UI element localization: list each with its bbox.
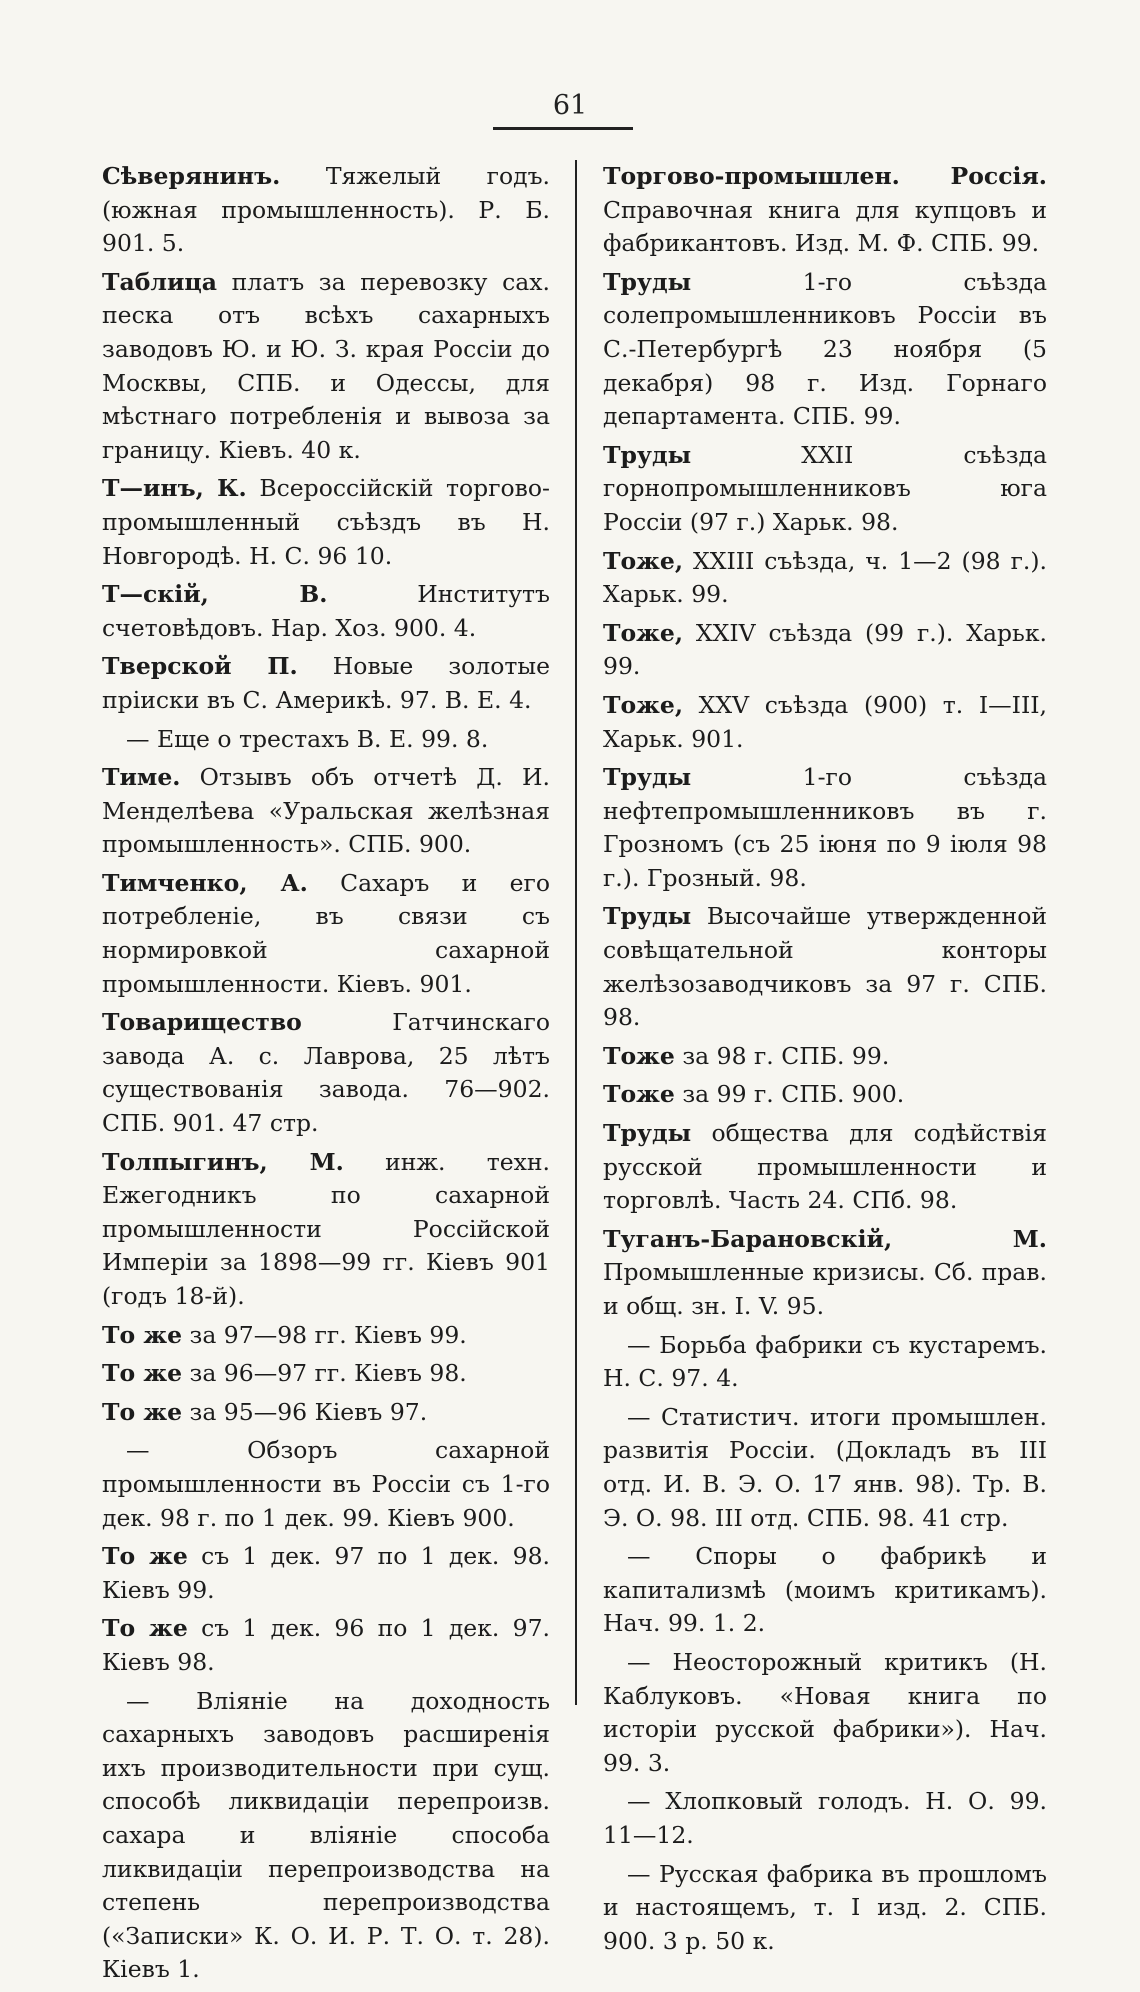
entry-heading: Сѣверянинъ. [102,162,281,190]
entry-heading: То же [102,1397,183,1426]
entry-text: — Вліяніе на доходность сахарныхъ заводовъ расширенія ихъ производительности при сущ. способѣ ликвидаціи перепроизв. сахара и вліяніе способа ликвидаціи перепроизводства на степень перепроизводства («Записки» К. О. И. Р. Т. О. т. 28). Кіевъ 1. [102,1686,550,1984]
entry-text: Отзывъ объ отчетѣ Д. И. Менделѣева «Уральская желѣзная промышленность». СПБ. 900. [102,763,550,859]
entry-text: — Борьба фабрики съ кустаремъ. Н. С. 97. 4. [603,1330,1047,1393]
entry-text: Высочайше утвержденной совѣщательной конторы желѣзозаводчиковъ за 97 г. СПБ. 98. [603,902,1047,1032]
entry-text: 1-го съѣзда солепромышленниковъ Россіи въ С.-Петербургѣ 23 ноября (5 декабря) 98 г. Изд. Горнаго департамента. СПБ. 99. [603,267,1047,431]
header-rule [493,127,633,130]
bibliography-entry [603,545,1047,612]
bibliography-entry [603,1078,1047,1112]
bibliography-entry [102,1540,550,1607]
bibliography-entry [603,439,1047,540]
entry-heading: Труды [603,440,692,469]
bibliography-entry [603,1540,1047,1641]
entry-text: Промышленные кризисы. Сб. прав. и общ. зн. I. V. 95. [603,1258,1047,1320]
entry-heading: Туганъ-Барановскій, М. [603,1224,1047,1253]
entry-heading: Т—скій, В. [102,580,328,609]
entry-text: за 98 г. СПБ. 99. [674,1041,890,1070]
bibliography-entry [102,723,550,757]
entry-text: Тяжелый годъ. (южная промышленность). Р. Б. 901. 5. [102,162,550,258]
bibliography-entry [603,1329,1047,1396]
entry-text: Справочная книга для купцовъ и фабрикантовъ. Изд. М. Ф. СПБ. 99. [603,195,1047,258]
bibliography-entry [102,867,550,1001]
bibliography-entry [603,1223,1047,1324]
entry-heading: Тоже [603,1041,675,1070]
entry-heading: Тоже, [603,690,684,719]
entry-heading: Товарищество [102,1008,302,1037]
bibliography-entry [603,1117,1047,1218]
bibliography-entry [102,266,550,468]
entry-text: Всероссійскій торгово-промышленный съѣздъ въ Н. Новгородѣ. Н. С. 96 10. [102,474,550,570]
entry-text: 1-го съѣзда нефтепромышленниковъ въ г. Грозномъ (съ 25 іюня по 9 іюля 98 г.). Грозный. 98. [603,763,1047,892]
entry-heading: Тоже, [603,618,684,647]
entry-text: съ 1 дек. 97 по 1 дек. 98. Кіевъ 99. [102,1542,550,1604]
bibliography-entry [603,1858,1047,1959]
entry-text: за 97—98 гг. Кіевъ 99. [182,1320,467,1349]
bibliography-entry [102,1146,550,1314]
entry-heading: То же [102,1614,188,1643]
left-column [102,160,550,1992]
entry-heading: Тиме. [102,763,181,792]
entry-heading: Тверской П. [102,652,298,681]
entry-heading: Труды [603,902,692,931]
bibliography-entry [603,1646,1047,1780]
bibliography-entry [603,1040,1047,1074]
entry-heading: То же [102,1359,183,1388]
entry-text: общества для содѣйствія русской промышленности и торговлѣ. Часть 24. СПб. 98. [603,1119,1047,1215]
bibliography-entry [603,160,1047,261]
column-divider [575,160,577,1705]
bibliography-entry [102,1396,550,1430]
entry-heading: Тимченко, А. [102,868,308,897]
bibliography-entry [102,472,550,573]
entry-text: XXV съѣзда (900) т. I—III, Харьк. 901. [603,690,1047,753]
bibliography-entry [102,650,550,717]
entry-heading: Труды [603,763,692,792]
entry-text: — Русская фабрика въ прошломъ и настоящемъ, т. I изд. 2. СПБ. 900. 3 р. 50 к. [603,1859,1047,1955]
entry-text: — Еще о трестахъ В. Е. 99. 8. [126,724,489,753]
bibliography-entry [603,266,1047,434]
bibliography-entry [102,761,550,862]
entry-text: — Обзоръ сахарной промышленности въ Россіи съ 1-го дек. 98 г. по 1 дек. 99. Кіевъ 900. [102,1436,550,1532]
bibliography-entry [102,1685,550,1987]
entry-text: Сахаръ и его потребленіе, въ связи съ нормировкой сахарной промышленности. Кіевъ. 901. [102,868,550,998]
entry-text: съ 1 дек. 96 по 1 дек. 97. Кіевъ 98. [102,1614,550,1676]
entry-text: платъ за перевозку сах. песка отъ всѣхъ сахарныхъ заводовъ Ю. и Ю. З. края Россіи до Москвы, СПБ. и Одессы, для мѣстнаго потребленія и вывоза за границу. Кіевъ. 40 к. [102,267,550,464]
entry-text: Институтъ счетовѣдовъ. Нар. Хоз. 900. 4. [102,580,551,642]
entry-text: за 95—96 Кіевъ 97. [182,1397,428,1426]
bibliography-entry [603,761,1047,895]
entry-heading: Труды [603,1119,692,1148]
page-number: 61 [552,90,588,121]
entry-text: XXIII съѣзда, ч. 1—2 (98 г.). Харьк. 99. [603,546,1047,609]
entry-text: — Неосторожный критикъ (Н. Каблуковъ. «Новая книга по исторіи русской фабрики»). Нач. 99. 3. [603,1647,1047,1777]
entry-heading: Т—инъ, К. [102,474,247,503]
entry-text: за 96—97 гг. Кіевъ 98. [182,1359,467,1388]
bibliography-entry [603,1785,1047,1852]
bibliography-entry [603,900,1047,1034]
right-column [603,160,1047,1963]
bibliography-entry [603,617,1047,684]
entry-text: XXII съѣзда горнопромышленниковъ юга Россіи (97 г.) Харьк. 98. [603,440,1047,536]
bibliography-entry [102,1319,550,1353]
bibliography-entry [603,689,1047,756]
entry-heading: То же [102,1320,183,1349]
entry-heading: То же [102,1542,188,1571]
entry-text: Новые золотые пріиски въ С. Америкѣ. 97. В. Е. 4. [102,652,550,714]
entry-heading: Торгово-промышлен. Россія. [603,162,1047,190]
bibliography-entry [603,1401,1047,1535]
bibliography-entry [102,1434,550,1535]
entry-heading: Тоже, [603,546,684,575]
entry-text: — Статистич. итоги промышлен. развитія Россіи. (Докладъ въ III отд. И. В. Э. О. 17 янв. 98). Тр. В. Э. О. 98. III отд. СПБ. 98. 41 стр. [603,1402,1047,1532]
entry-text: инж. техн. Ежегодникъ по сахарной промышленности Россійской Имперіи за 1898—99 гг. Кіевъ 901 (годъ 18-й). [102,1147,550,1310]
bibliography-entry [102,578,550,645]
bibliography-entry [102,1357,550,1391]
bibliography-entry [102,1006,550,1140]
entry-heading: Тоже [603,1080,675,1109]
entry-heading: Труды [603,267,692,296]
entry-heading: Толпыгинъ, М. [102,1147,344,1176]
entry-text: Гатчинскаго завода А. с. Лаврова, 25 лѣтъ существованія завода. 76—902. СПБ. 901. 47 стр. [102,1008,550,1138]
entry-text: за 99 г. СПБ. 900. [674,1080,905,1109]
entry-text: XXIV съѣзда (99 г.). Харьк. 99. [603,618,1047,681]
entry-text: — Хлопковый голодъ. Н. О. 99. 11—12. [603,1787,1047,1849]
bibliography-entry [102,1612,550,1679]
bibliography-entry [102,160,550,261]
entry-heading: Таблица [102,267,217,296]
entry-text: — Споры о фабрикѣ и капитализмѣ (моимъ критикамъ). Нач. 99. 1. 2. [603,1542,1047,1638]
